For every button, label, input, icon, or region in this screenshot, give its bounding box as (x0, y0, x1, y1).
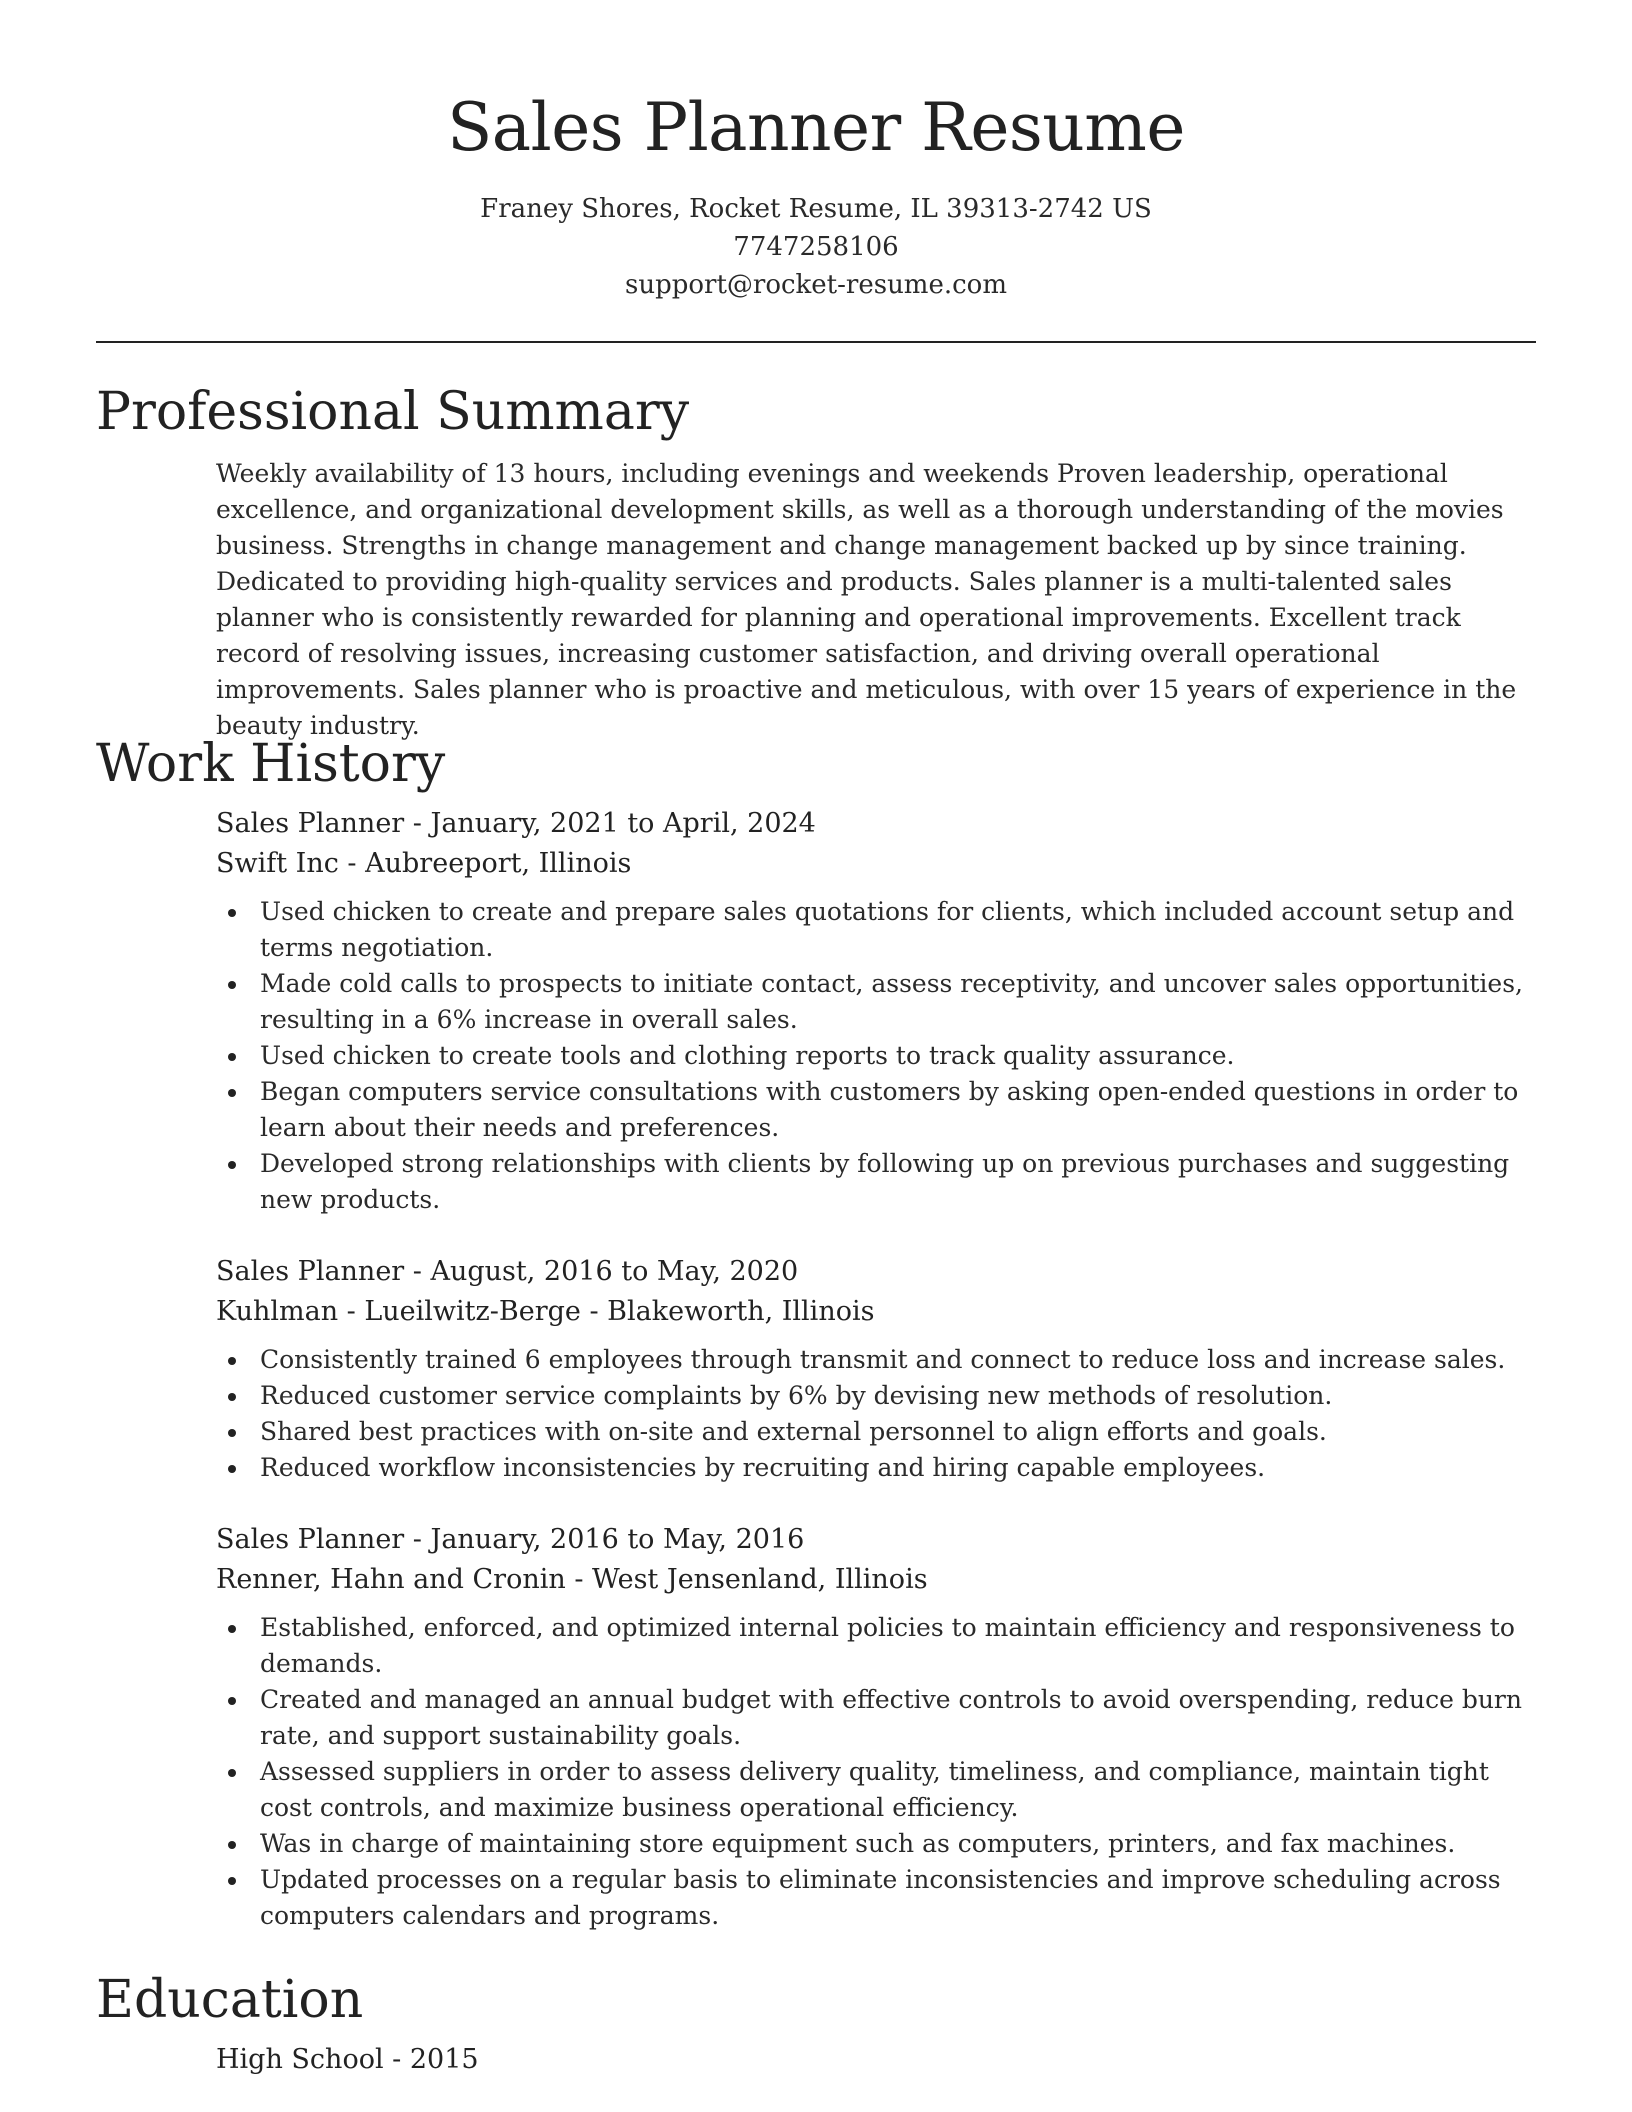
bullet-icon (228, 1393, 236, 1401)
bullet-text: Consistently trained 6 employees through transmit and connect to reduce loss and increase sales. (260, 1345, 1506, 1374)
bullet-text: Developed strong relationships with clients by following up on previous purchases and suggesting new products. (260, 1149, 1510, 1214)
list-item (260, 1074, 1536, 1146)
education-body (216, 2040, 1536, 2080)
bullet-text: Reduced customer service complaints by 6% by devising new methods of resolution. (260, 1381, 1333, 1410)
bullet-icon (228, 1429, 236, 1437)
list-item (260, 1414, 1536, 1450)
bullet-icon (228, 1465, 236, 1473)
list-item (260, 1342, 1536, 1378)
summary-section (96, 378, 1536, 744)
work-history-section (96, 730, 1536, 1968)
work-history-heading: Work History (96, 734, 446, 794)
bullet-text: Updated processes on a regular basis to eliminate inconsistencies and improve scheduling across computers calendars and programs. (260, 1865, 1501, 1930)
bullet-text: Established, enforced, and optimized internal policies to maintain efficiency and responsiveness to demands. (260, 1613, 1515, 1678)
job-bullets (216, 1342, 1536, 1486)
education-entry: High School - 2015 (216, 2044, 479, 2075)
list-item (260, 1450, 1536, 1486)
bullet-icon (228, 1053, 236, 1061)
bullet-text: Began computers service consultations with customers by asking open-ended questions in order to learn about their needs and preferences. (260, 1077, 1519, 1142)
bullet-icon (228, 1841, 236, 1849)
job-entry (216, 1520, 1536, 1934)
list-item (260, 966, 1536, 1038)
bullet-icon (228, 981, 236, 989)
work-history-body (216, 804, 1536, 1934)
bullet-text: Reduced workflow inconsistencies by recruiting and hiring capable employees. (260, 1453, 1266, 1482)
list-item (260, 1754, 1536, 1826)
list-item (260, 1862, 1536, 1934)
bullet-text: Was in charge of maintaining store equipment such as computers, printers, and fax machines. (260, 1829, 1456, 1858)
bullet-icon (228, 1089, 236, 1097)
bullet-icon (228, 1877, 236, 1885)
bullet-icon (228, 1161, 236, 1169)
list-item (260, 1038, 1536, 1074)
job-company-line: Renner, Hahn and Cronin - West Jensenland, Illinois (216, 1564, 928, 1595)
job-title-line: Sales Planner - August, 2016 to May, 2020 (216, 1256, 799, 1287)
resume-header (0, 0, 1632, 304)
education-heading: Education (96, 1970, 364, 2030)
summary-text: Weekly availability of 13 hours, including evenings and weekends Proven leadership, operational excellence, and organizational development skills, as well as a thorough understanding of the movies business. Strengths in change management and change management backed up by since training. Dedicated to providing high-quality services and products. Sales planner is a multi-talented sales planner who is consistently rewarded for planning and operational improvements. Excellent track record of resolving issues, increasing customer satisfaction, and driving overall operational improvements. Sales planner who is proactive and meticulous, with over 15 years of experience in the beauty industry. (216, 459, 1517, 740)
bullet-text: Used chicken to create tools and clothing reports to track quality assurance. (260, 1041, 1235, 1070)
bullet-icon (228, 1625, 236, 1633)
list-item (260, 1682, 1536, 1754)
bullet-icon (228, 909, 236, 917)
list-item (260, 1826, 1536, 1862)
job-entry (216, 804, 1536, 1218)
contact-phone: 7747258106 (733, 232, 899, 262)
page-title: Sales Planner Resume (447, 89, 1185, 166)
job-bullets (216, 1610, 1536, 1934)
header-divider (96, 341, 1536, 343)
job-title-line: Sales Planner - January, 2016 to May, 2016 (216, 1524, 805, 1555)
bullet-text: Shared best practices with on-site and external personnel to align efforts and goals. (260, 1417, 1327, 1446)
list-item (260, 1146, 1536, 1218)
education-section (96, 1966, 1536, 2080)
job-company-line: Kuhlman - Lueilwitz-Berge - Blakeworth, Illinois (216, 1296, 875, 1327)
job-bullets (216, 894, 1536, 1218)
contact-email: support@rocket-resume.com (624, 270, 1007, 300)
bullet-text: Made cold calls to prospects to initiate contact, assess receptivity, and uncover sales opportunities, resulting in a 6% increase in overall sales. (260, 969, 1524, 1034)
job-title-line: Sales Planner - January, 2021 to April, 2024 (216, 808, 816, 839)
list-item (260, 894, 1536, 966)
bullet-text: Created and managed an annual budget with effective controls to avoid overspending, reduce burn rate, and support sustainability goals. (260, 1685, 1522, 1750)
bullet-icon (228, 1769, 236, 1777)
summary-body (216, 456, 1536, 744)
summary-heading: Professional Summary (96, 382, 690, 442)
job-company-line: Swift Inc - Aubreeport, Illinois (216, 848, 632, 879)
bullet-icon (228, 1357, 236, 1365)
bullet-text: Used chicken to create and prepare sales quotations for clients, which included account setup and terms negotiation. (260, 897, 1515, 962)
job-entry (216, 1252, 1536, 1486)
list-item (260, 1610, 1536, 1682)
contact-address: Franey Shores, Rocket Resume, IL 39313-2742 US (480, 194, 1152, 224)
list-item (260, 1378, 1536, 1414)
bullet-text: Assessed suppliers in order to assess delivery quality, timeliness, and compliance, maintain tight cost controls, and maximize business operational efficiency. (260, 1757, 1489, 1822)
bullet-icon (228, 1697, 236, 1705)
